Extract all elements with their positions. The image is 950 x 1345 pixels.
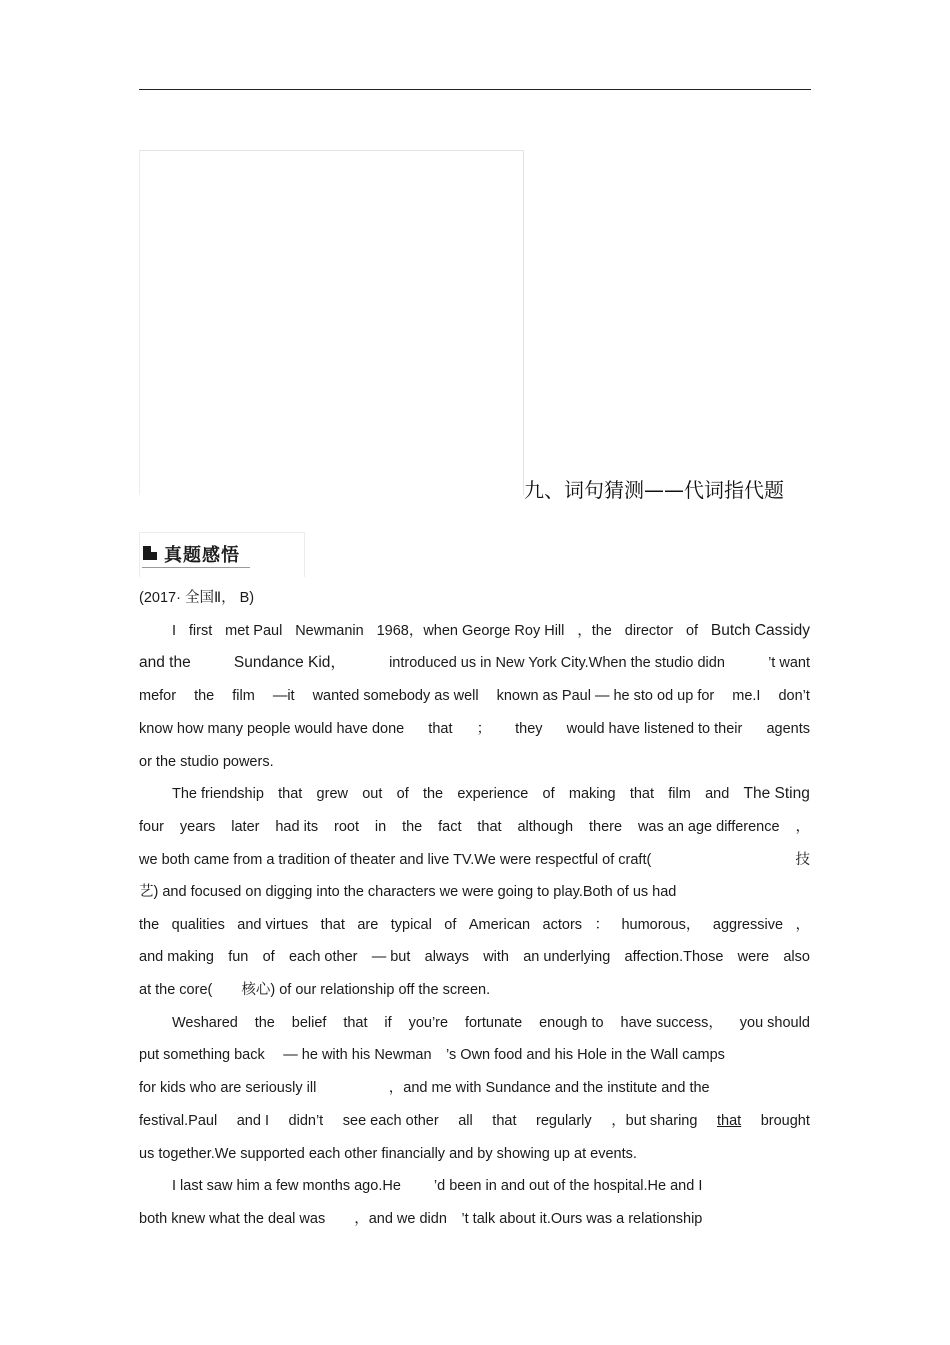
- word: ，: [795, 819, 810, 835]
- word: you’re: [408, 1015, 449, 1031]
- word: aggressive: [712, 917, 784, 933]
- word: there: [589, 819, 623, 835]
- word: was an age difference: [637, 819, 780, 835]
- word: The friendship: [172, 786, 264, 802]
- word: that: [629, 786, 655, 802]
- word: first: [188, 623, 213, 639]
- word: I: [172, 623, 177, 639]
- word: brought: [760, 1113, 810, 1129]
- word: know how many people would have done: [139, 721, 405, 737]
- word: of: [262, 949, 275, 965]
- word: the: [254, 1015, 275, 1031]
- word: each other: [288, 949, 358, 965]
- p3-line-1: [172, 1013, 810, 1033]
- word: that: [320, 917, 345, 933]
- word: mefor: [139, 688, 177, 704]
- word: had its: [275, 819, 319, 835]
- word: didn’t: [288, 1113, 324, 1129]
- word: fact: [438, 819, 462, 835]
- word: with: [483, 949, 509, 965]
- p3-line-4: [139, 1111, 810, 1131]
- word: of: [444, 917, 457, 933]
- word: ，but sharing: [611, 1113, 698, 1129]
- word: root: [333, 819, 359, 835]
- word: American: [468, 917, 531, 933]
- word: making: [568, 786, 616, 802]
- word: fortunate: [464, 1015, 523, 1031]
- p1-line-2: [139, 653, 810, 673]
- word: although: [517, 819, 574, 835]
- p2-line-7: at the core( 核心) of our relationship off the screen.: [139, 982, 491, 998]
- word: they: [515, 721, 543, 737]
- p2-line-6: [139, 947, 810, 967]
- word: Newmanin: [295, 623, 364, 639]
- word: the: [422, 786, 444, 802]
- p2-line-5: [139, 915, 810, 935]
- p1-line-1: [172, 621, 810, 641]
- p3-line-5: us together.We supported each other financially and by showing up at events.: [139, 1146, 637, 1162]
- word: agents: [766, 721, 810, 737]
- p3-line-3: for kids who are seriously ill ，and me with Sundance and the institute and the: [139, 1080, 710, 1096]
- word: experience: [457, 786, 529, 802]
- word: also: [783, 949, 810, 965]
- p1-line-3: [139, 686, 810, 706]
- word: me.I: [732, 688, 761, 704]
- p4-line-1: I last saw him a few months ago.He ’d been in and out of the hospital.He and I: [172, 1178, 703, 1194]
- word: ’t want: [768, 655, 810, 671]
- word: have success，: [620, 1015, 723, 1031]
- word: 技: [795, 852, 810, 868]
- word: out: [362, 786, 383, 802]
- word: ，: [795, 917, 810, 933]
- word: festival.Paul: [139, 1113, 218, 1129]
- word: wanted somebody as well: [312, 688, 479, 704]
- word: ，the: [577, 623, 612, 639]
- word: —it: [272, 688, 295, 704]
- word: four: [139, 819, 164, 835]
- word: of: [542, 786, 555, 802]
- word: and: [705, 786, 730, 802]
- word: that: [343, 1015, 368, 1031]
- word: qualities: [171, 917, 225, 933]
- word: the: [402, 819, 423, 835]
- p2-line-3: [139, 850, 810, 870]
- p4-line-2: both knew what the deal was ，and we didn ’t talk about it.Ours was a relationship: [139, 1211, 703, 1227]
- section-title: 九、词句猜测——代词指代题: [524, 478, 784, 502]
- word: see each other: [342, 1113, 439, 1129]
- word: later: [231, 819, 260, 835]
- word: film: [668, 786, 691, 802]
- word: all: [458, 1113, 473, 1129]
- title-sundance-kid: Sundance Kid，: [233, 654, 346, 671]
- header-rule: [139, 89, 811, 90]
- word: introduced us in New York City.When the studio didn: [389, 655, 725, 671]
- word: and I: [236, 1113, 269, 1129]
- p2-line-2: [139, 817, 810, 837]
- word: 1968，when George Roy Hill: [376, 623, 565, 639]
- word: and virtues: [237, 917, 309, 933]
- word: that: [492, 1113, 517, 1129]
- badge-label: 真题感悟: [164, 545, 240, 566]
- badge-underline: [142, 567, 250, 568]
- word: Weshared: [172, 1015, 238, 1031]
- word: and making: [139, 949, 214, 965]
- word: of: [396, 786, 409, 802]
- word: typical: [390, 917, 432, 933]
- word: always: [424, 949, 469, 965]
- word: and the: [139, 654, 191, 671]
- word: if: [384, 1015, 392, 1031]
- p3-line-2: put something back — he with his Newman ’s Own food and his Hole in the Wall camps: [139, 1047, 725, 1063]
- word: humorous，: [621, 917, 701, 933]
- word: that: [428, 721, 453, 737]
- p2-line-1: [172, 784, 810, 804]
- p1-line-4: [139, 719, 810, 739]
- square-icon: [143, 546, 157, 560]
- word: grew: [316, 786, 348, 802]
- source-line: (2017· 全国Ⅱ， B): [139, 590, 255, 606]
- underlined-pronoun: that: [716, 1113, 742, 1129]
- word: don’t: [778, 688, 810, 704]
- title-the-sting: The Sting: [743, 785, 810, 802]
- word: that: [477, 819, 502, 835]
- word: the: [194, 688, 215, 704]
- word: director: [624, 623, 674, 639]
- word: of: [685, 623, 699, 639]
- word: in: [374, 819, 387, 835]
- word: affection.Those: [624, 949, 724, 965]
- word: that: [278, 786, 303, 802]
- word: known as Paul — he sto od up for: [496, 688, 715, 704]
- word: met Paul: [225, 623, 283, 639]
- word: years: [179, 819, 216, 835]
- word: are: [357, 917, 379, 933]
- word: were: [737, 949, 770, 965]
- word: regularly: [536, 1113, 592, 1129]
- word: would have listened to their: [566, 721, 743, 737]
- image-placeholder: [139, 150, 524, 495]
- p1-line-5: or the studio powers.: [139, 754, 274, 770]
- badge: [139, 532, 305, 577]
- word: we both came from a tradition of theater and live TV.We were respectful of craft(: [139, 852, 652, 868]
- word: ；: [476, 721, 492, 737]
- word: you should: [739, 1015, 810, 1031]
- word: an underlying: [523, 949, 611, 965]
- word: — but: [371, 949, 411, 965]
- word: enough to: [539, 1015, 604, 1031]
- word: film: [232, 688, 255, 704]
- word: ：: [594, 917, 609, 933]
- word: actors: [542, 917, 583, 933]
- word: belief: [291, 1015, 327, 1031]
- word: the: [139, 917, 160, 933]
- word: fun: [228, 949, 249, 965]
- title-butch-cassidy: Butch Cassidy: [710, 622, 810, 639]
- p2-line-4: 艺) and focused on digging into the characters we were going to play.Both of us had: [139, 884, 677, 900]
